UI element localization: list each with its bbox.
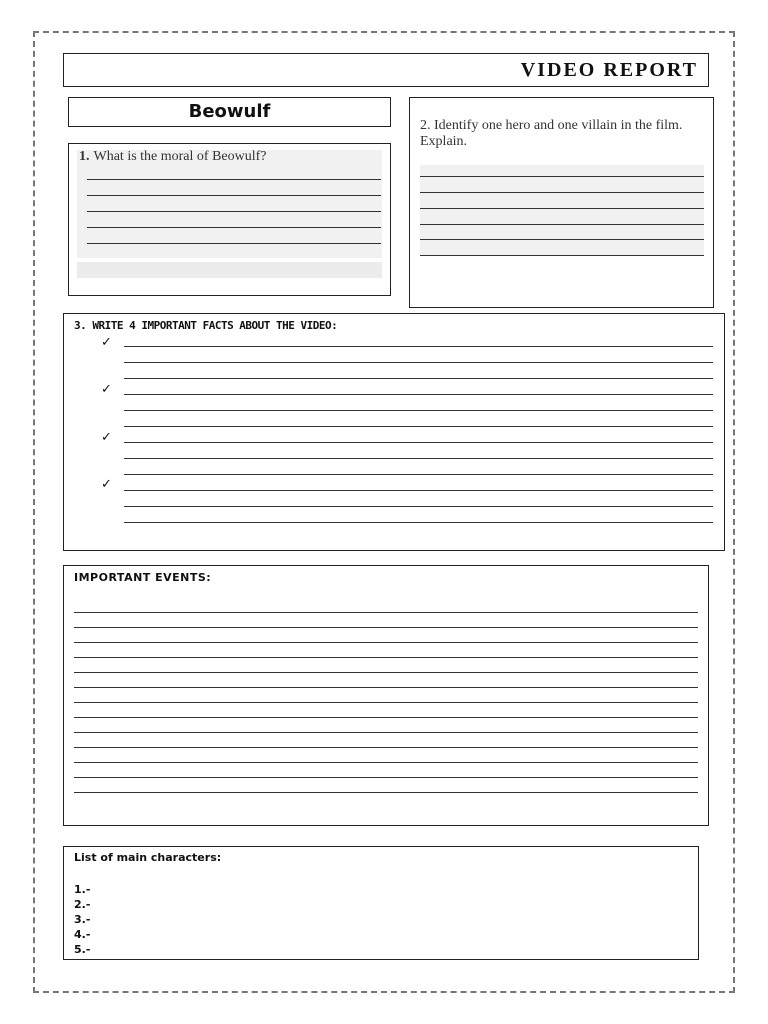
answer-line[interactable] xyxy=(74,747,698,748)
answer-line[interactable] xyxy=(124,378,713,379)
page-title: VIDEO REPORT xyxy=(520,59,698,81)
question1-shade-bottom xyxy=(77,262,382,278)
question1-shade xyxy=(77,150,382,258)
answer-line[interactable] xyxy=(74,762,698,763)
list-item: 4.- xyxy=(74,928,91,941)
answer-line[interactable] xyxy=(87,195,381,196)
answer-line[interactable] xyxy=(420,255,704,256)
answer-line[interactable] xyxy=(420,208,704,209)
answer-line[interactable] xyxy=(74,792,698,793)
question2-box xyxy=(409,97,714,308)
question2-text: 2. Identify one hero and one villain in the film. Explain. xyxy=(420,118,683,149)
answer-line[interactable] xyxy=(124,426,713,427)
answer-line[interactable] xyxy=(124,490,713,491)
characters-list xyxy=(74,882,90,957)
answer-line[interactable] xyxy=(87,243,381,244)
answer-line[interactable] xyxy=(124,506,713,507)
answer-line[interactable] xyxy=(420,176,704,177)
question1-box xyxy=(68,143,391,296)
subject-box xyxy=(68,97,391,127)
checkmark-icon: ✓ xyxy=(101,429,112,444)
answer-line[interactable] xyxy=(124,394,713,395)
answer-line[interactable] xyxy=(74,657,698,658)
question1-number: 1. xyxy=(79,149,90,164)
answer-line[interactable] xyxy=(74,672,698,673)
answer-line[interactable] xyxy=(74,777,698,778)
answer-line[interactable] xyxy=(420,239,704,240)
answer-line[interactable] xyxy=(124,474,713,475)
answer-line[interactable] xyxy=(124,362,713,363)
answer-line[interactable] xyxy=(74,687,698,688)
events-box xyxy=(63,565,709,826)
list-item: 2.- xyxy=(74,898,91,911)
answer-line[interactable] xyxy=(74,627,698,628)
answer-line[interactable] xyxy=(124,522,713,523)
checkmark-icon: ✓ xyxy=(101,334,112,349)
question2-shade xyxy=(420,165,704,255)
subject-title: Beowulf xyxy=(188,101,271,122)
answer-line[interactable] xyxy=(420,224,704,225)
answer-line[interactable] xyxy=(74,612,698,613)
checkmark-icon: ✓ xyxy=(101,381,112,396)
question3-box xyxy=(63,313,725,551)
checkmark-icon: ✓ xyxy=(101,476,112,491)
answer-line[interactable] xyxy=(87,179,381,180)
characters-box xyxy=(63,846,699,960)
characters-title: List of main characters: xyxy=(74,851,222,864)
answer-line[interactable] xyxy=(124,442,713,443)
events-title: IMPORTANT EVENTS: xyxy=(74,571,212,584)
answer-line[interactable] xyxy=(74,702,698,703)
answer-line[interactable] xyxy=(87,211,381,212)
answer-line[interactable] xyxy=(74,642,698,643)
answer-line[interactable] xyxy=(124,410,713,411)
list-item: 3.- xyxy=(74,913,91,926)
title-box xyxy=(63,53,709,87)
answer-line[interactable] xyxy=(420,192,704,193)
question3-text: 3. WRITE 4 IMPORTANT FACTS ABOUT THE VIDEO: xyxy=(74,319,338,332)
list-item: 1.- xyxy=(74,883,91,896)
list-item: 5.- xyxy=(74,943,91,956)
answer-line[interactable] xyxy=(74,732,698,733)
question1-text xyxy=(79,149,267,165)
answer-line[interactable] xyxy=(87,227,381,228)
answer-line[interactable] xyxy=(74,717,698,718)
answer-line[interactable] xyxy=(124,346,713,347)
question1-label: What is the moral of Beowulf? xyxy=(93,149,267,164)
answer-line[interactable] xyxy=(124,458,713,459)
